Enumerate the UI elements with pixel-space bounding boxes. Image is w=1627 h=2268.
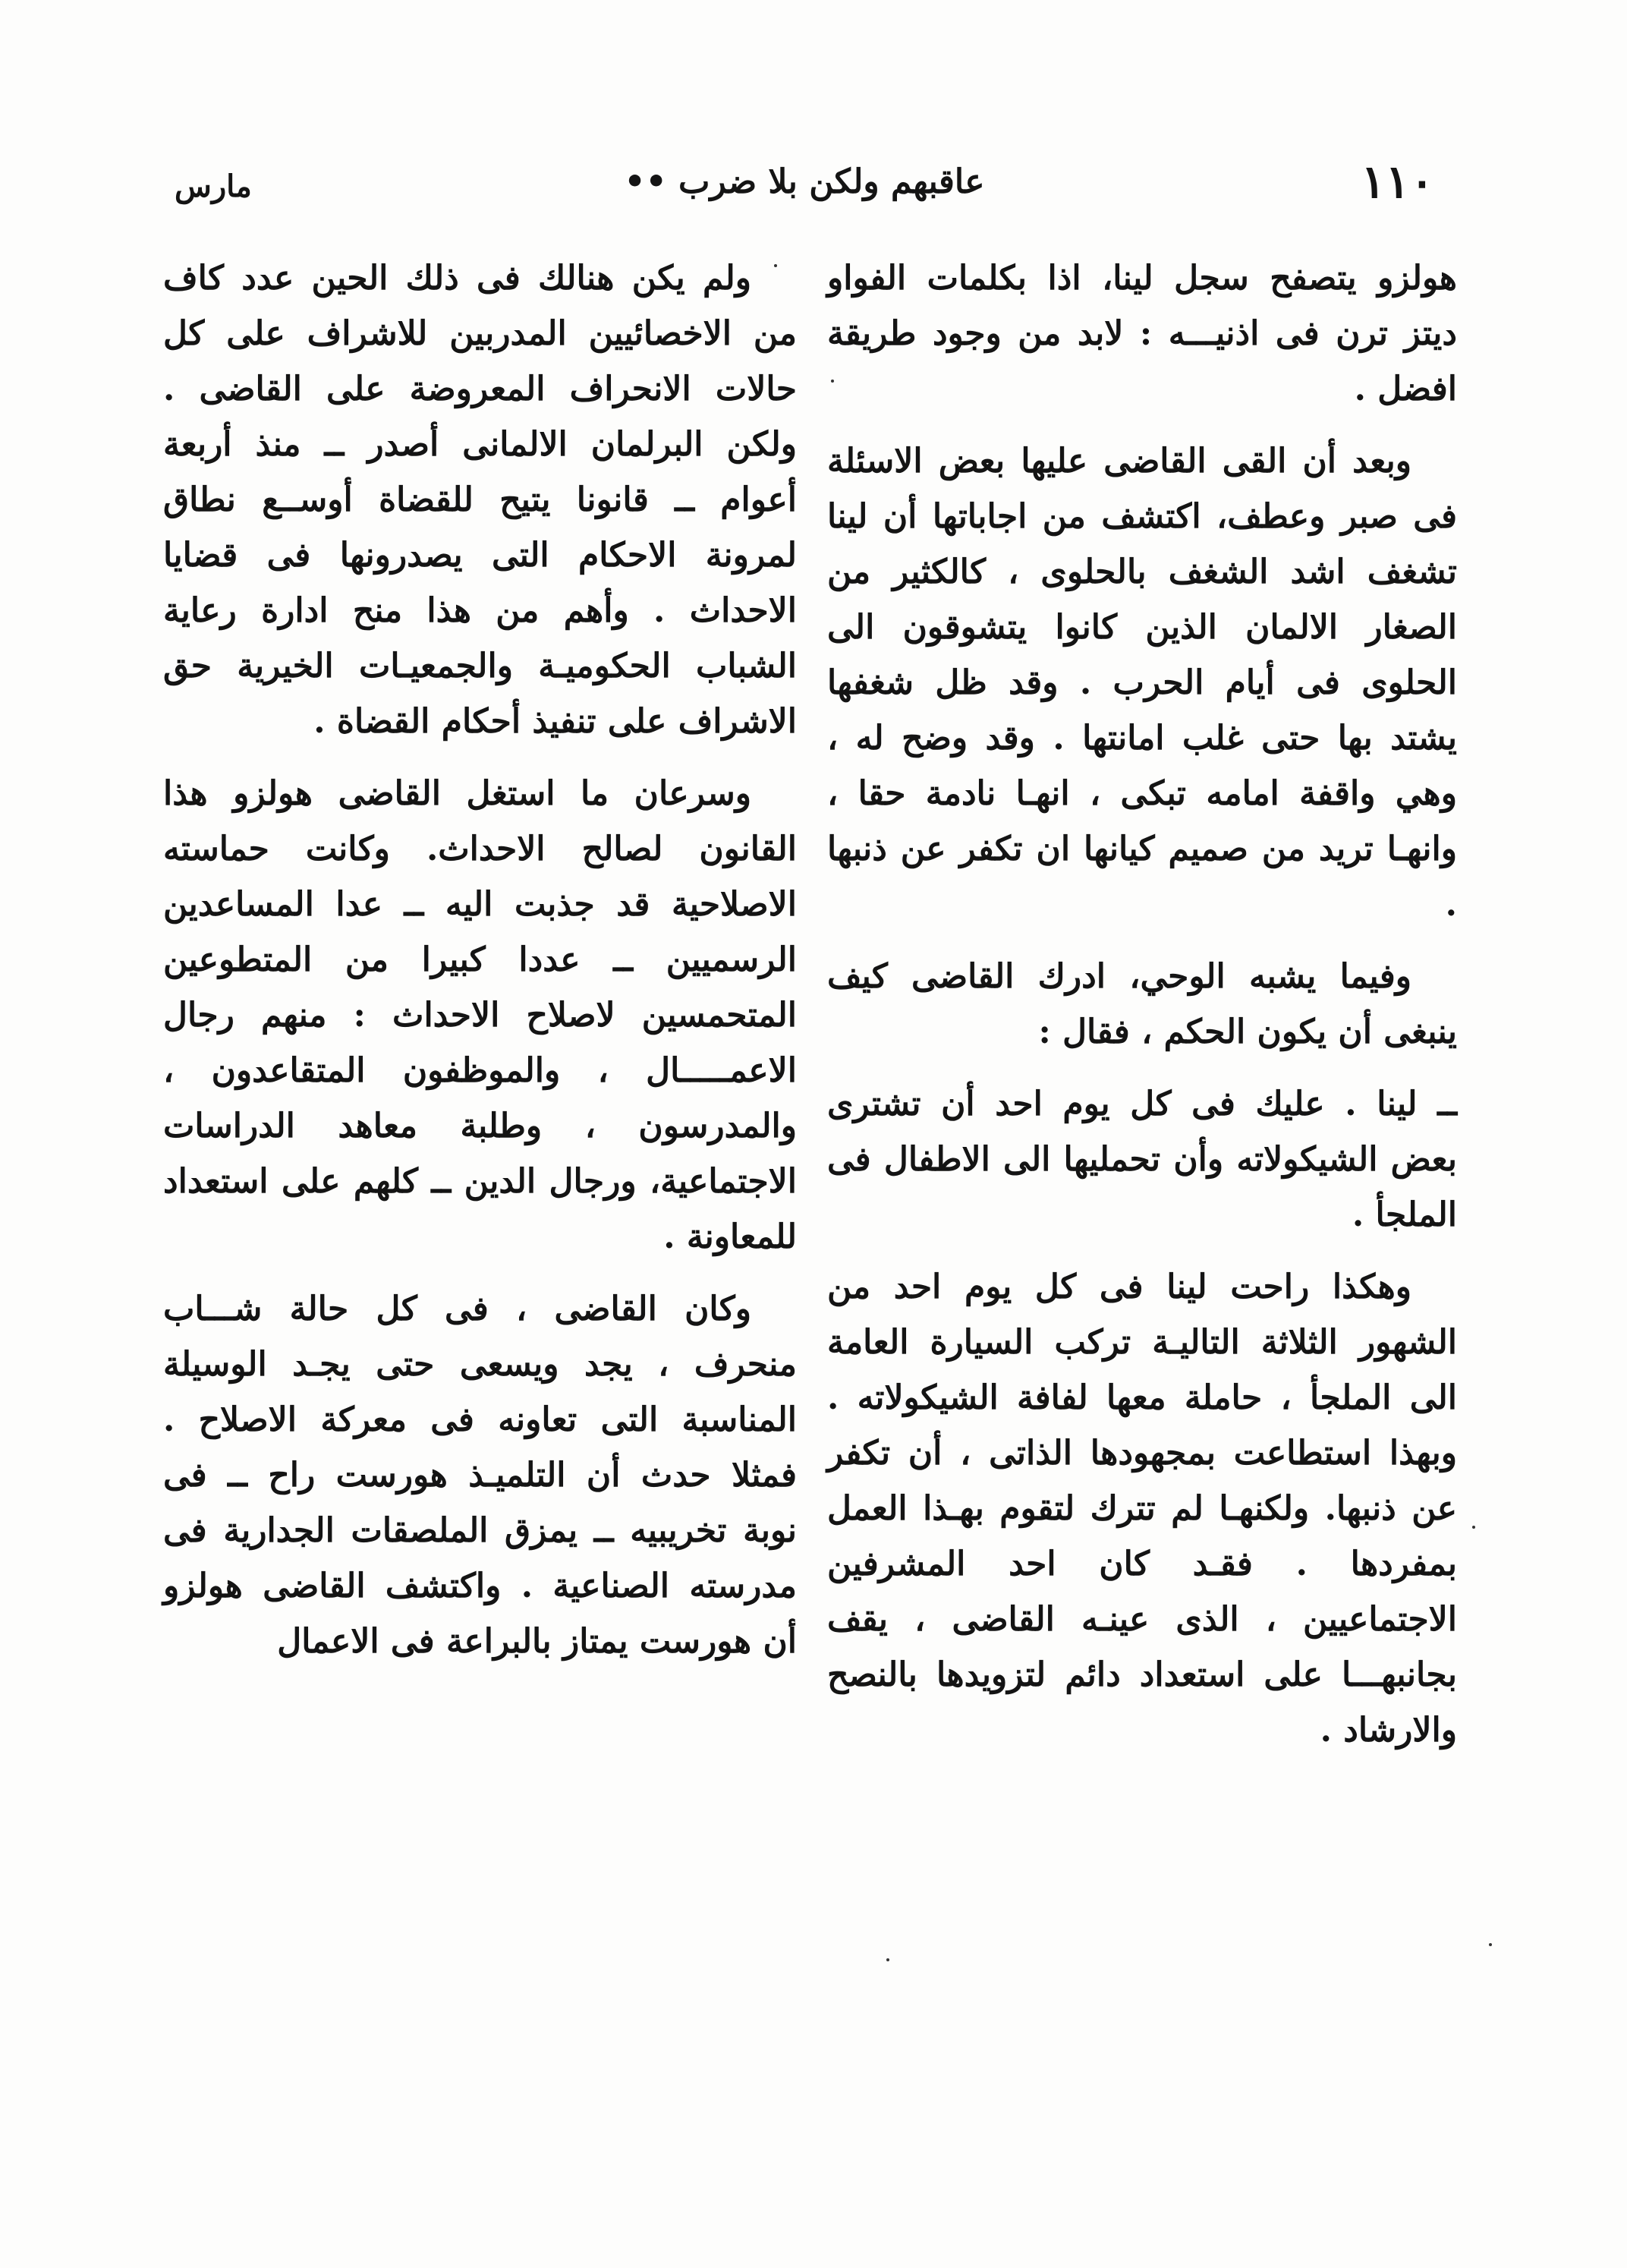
paragraph: وهكذا راحت لينا فى كل يوم احد من الشهور الثلاثة التاليـة تركب السيارة العامة الى الملجأ ، حاملة معها لفافة الشيكولاته . وبهذا استطاعت بمجهودها الذاتى ، أن تكفر عن ذنبها. ولكنهـا لم تترك لتقوم بهـذا العمل بمفردها . فقـد كان احد المشرفين الاجتماعيين ، الذى عينـه القاضى ، يقف بجانبهـــا على استعداد دائم لتزويدها بالنصح والارشاد .	[827, 1268, 1457, 1750]
paragraph: وكان القاضى ، فى كل حالة شـــاب منحرف ، يجد ويسعى حتى يجـد الوسيلة المناسبة التى تعاونه فى معركة الاصلاح . فمثلا حدث أن التلميـذ هورست راح ــ فى نوبة تخريبيه ــ يمزق الملصقات الجدارية فى مدرسته الصناعية . واكتشف القاضى هولزو أن هورست يمتاز بالبراعة فى الاعمال	[163, 1290, 797, 1661]
print-speckle	[1489, 1943, 1492, 1946]
print-speckle	[886, 1958, 889, 1961]
paragraph: وسرعان ما استغل القاضى هولزو هذا القانون لصالح الاحداث. وكانت حماسته الاصلاحية قد جذبت اليه ــ عدا المساعدين الرسميين ــ عددا كبيرا من المتطوعين المتحمسين لاصلاح الاحداث : منهم رجال الاعمـــــال ، والموظفون المتقاعدون ، والمدرسون ، وطلبة معاهد الدراسات الاجتماعية، ورجال الدين ــ كلهم على استعداد للمعاونة .	[163, 774, 797, 1256]
paragraph: ولم يكن هنالك فى ذلك الحين عدد كاف من الاخصائيين المدربين للاشراف على كل حالات الانحراف المعروضة على القاضى . ولكن البرلمان الالمانى أصدر ــ منذ أربعة أعوام ــ قانونا يتيح للقضاة أوســع نطاق لمرونة الاحكام التى يصدرونها فى قضايا الاحداث . وأهم من هذا منح ادارة رعاية الشباب الحكوميـة والجمعيـات الخيرية حق الاشراف على تنفيذ أحكام القضاة .	[163, 259, 797, 741]
print-speckle	[774, 264, 777, 267]
running-month: مارس	[175, 169, 252, 204]
print-speckle	[1472, 1526, 1475, 1529]
right-column	[827, 250, 1457, 1758]
paragraph: وفيما يشبه الوحي، ادرك القاضى كيف ينبغى أن يكون الحكم ، فقال :	[827, 957, 1457, 1051]
running-header	[175, 152, 1434, 213]
running-title: عاقبهم ولكن بلا ضرب ••	[624, 162, 985, 201]
paragraph: ــ لينا . عليك فى كل يوم احد أن تشترى بعض الشيكولاته وأن تحمليها الى الاطفال فى الملجأ .	[827, 1085, 1457, 1234]
left-column	[163, 250, 797, 1669]
print-speckle	[831, 380, 834, 383]
paragraph: وبعد أن القى القاضى عليها بعض الاسئلة فى صبر وعطف، اكتشف من اجاباتها أن لينا تشغف اشد الشغف بالحلوى ، كالكثير من الصغار الالمان الذين كانوا يتشوقون الى الحلوى فى أيام الحرب . وقد ظل شغفها يشتد بها حتى غلب امانتها . وقد وضح له ، وهي واقفة امامه تبكى ، انهـا نادمة حقا ، وانهـا تريد من صميم كيانها ان تكفر عن ذنبها .	[827, 442, 1457, 924]
page-number: ١١٠	[1361, 156, 1434, 209]
paragraph: هولزو يتصفح سجل لينا، اذا بكلمات الفواو ديتز ترن فى اذنيـــه : لابد من وجود طريقة افضل .	[827, 259, 1457, 408]
